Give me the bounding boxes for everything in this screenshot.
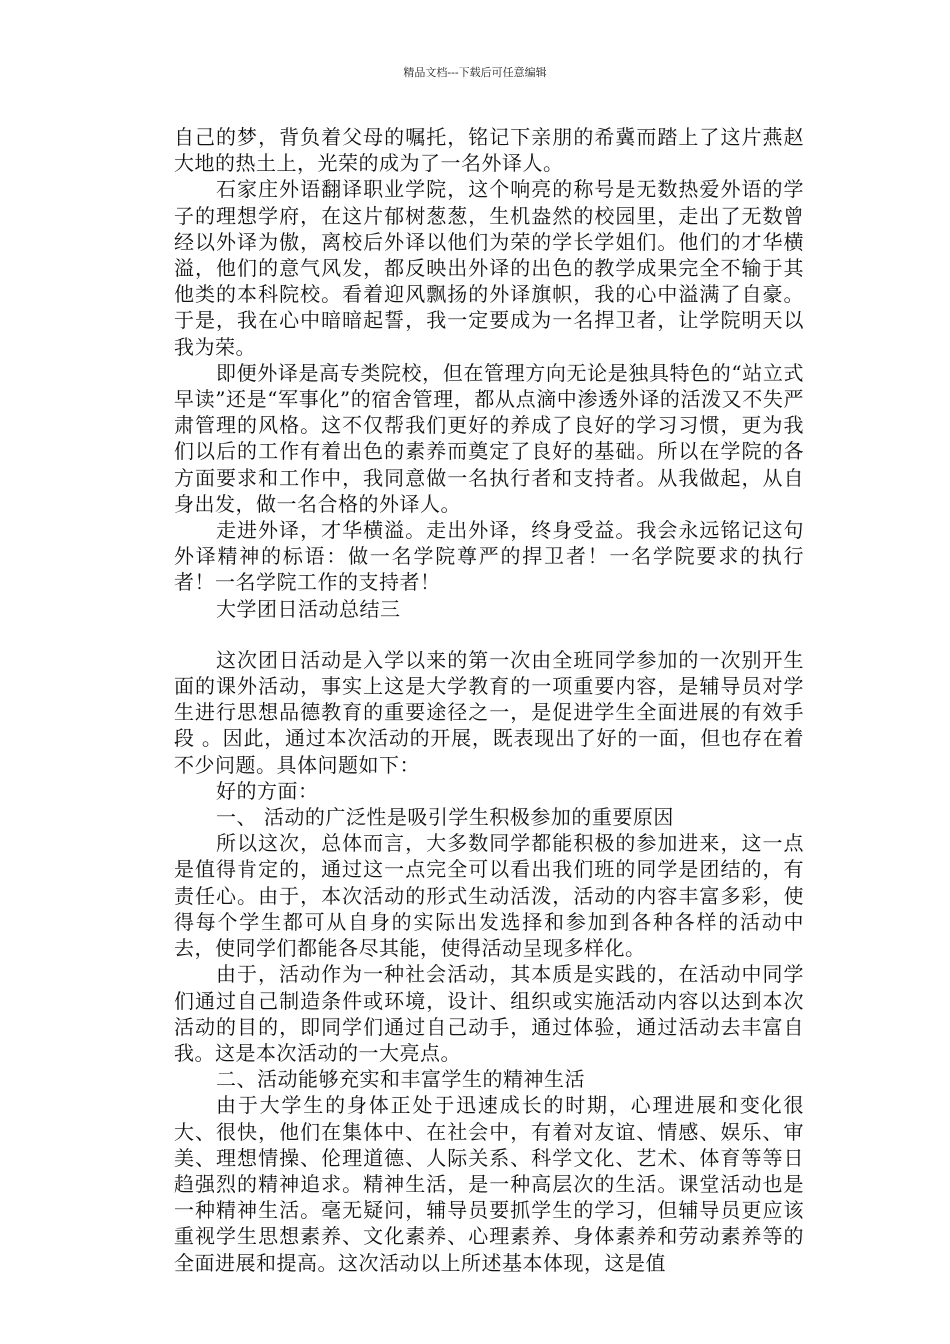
paragraph: 这次团日活动是入学以来的第一次由全班同学参加的一次别开生面的课外活动，事实上这是大学教育的一项重要内容，是辅导员对学生进行思想品德教育的重要途径之一，是促进学生全面进展的有效手段 。因此，通过本次活动的开展，既表现出了好的一面，但也存在着不少问题。具体问题如下： — [174, 647, 804, 777]
paragraph-continuation: 自己的梦，背负着父母的嘱托，铭记下亲朋的希冀而踏上了这片燕赵大地的热土上，光荣的成为了一名外译人。 — [174, 125, 804, 176]
document-body — [174, 124, 804, 1276]
section-title: 大学团日活动总结三 — [216, 596, 401, 621]
subheading: 好的方面： — [216, 778, 319, 803]
paragraph: 即便外译是高专类院校，但在管理方向无论是独具特色的“站立式早读”还是“军事化”的宿舍管理，都从点滴中渗透外译的活泼又不失严肃管理的风格。这不仅帮我们更好的养成了良好的学习习惯，更为我们以后的工作有着出色的素养而奠定了良好的基础。所以在学院的各方面要求和工作中，我同意做一名执行者和支持者。从我做起，从自身出发，做一名合格的外译人。 — [174, 360, 804, 516]
paragraph: 由于大学生的身体正处于迅速成长的时期，心理进展和变化很大、很快，他们在集体中、在社会中，有着对友谊、情感、娱乐、审美、理想情操、伦理道德、人际关系、科学文化、艺术、体育等等日趋强烈的精神追求。精神生活，是一种高层次的生活。课堂活动也是一种精神生活。毫无疑问，辅导员要抓学生的学习，但辅导员更应该重视学生思想素养、文化素养、心理素养、身体素养和劳动素养等的全面进展和提高。这次活动以上所述基本体现，这是值 — [174, 1093, 804, 1275]
page-header: 精品文档---下载后可任意编辑 — [403, 66, 547, 79]
paragraph: 石家庄外语翻译职业学院，这个响亮的称号是无数热爱外语的学子的理想学府，在这片郁树葱葱，生机盎然的校园里，走出了无数曾经以外译为傲，离校后外译以他们为荣的学长学姐们。他们的才华横溢，他们的意气风发，都反映出外译的出色的教学成果完全不输于其他类的本科院校。看着迎风飘扬的外译旗帜，我的心中溢满了自豪。于是，我在心中暗暗起誓，我一定要成为一名捍卫者，让学院明天以我为荣。 — [174, 177, 804, 359]
paragraph: 由于，活动作为一种社会活动，其本质是实践的，在活动中同学们通过自己制造条件或环境，设计、组织或实施活动内容以达到本次活动的目的，即同学们通过自己动手，通过体验，通过活动去丰富自我。这是本次活动的一大亮点。 — [174, 962, 804, 1065]
paragraph: 所以这次，总体而言，大多数同学都能积极的参加进来，这一点是值得肯定的，通过这一点完全可以看出我们班的同学是团结的，有责任心。由于，本次活动的形式生动活泼，活动的内容丰富多彩，使得每个学生都可从自身的实际出发选择和参加到各种各样的活动中去，使同学们都能各尽其能，使得活动呈现多样化。 — [174, 831, 804, 961]
paragraph: 走进外译，才华横溢。走出外译，终身受益。我会永远铭记这句外译精神的标语：做一名学院尊严的捍卫者！一名学院要求的执行者！一名学院工作的支持者！ — [174, 518, 804, 595]
subheading: 二、活动能够充实和丰富学生的精神生活 — [216, 1067, 585, 1092]
subheading: 一、 活动的广泛性是吸引学生积极参加的重要原因 — [216, 805, 674, 830]
